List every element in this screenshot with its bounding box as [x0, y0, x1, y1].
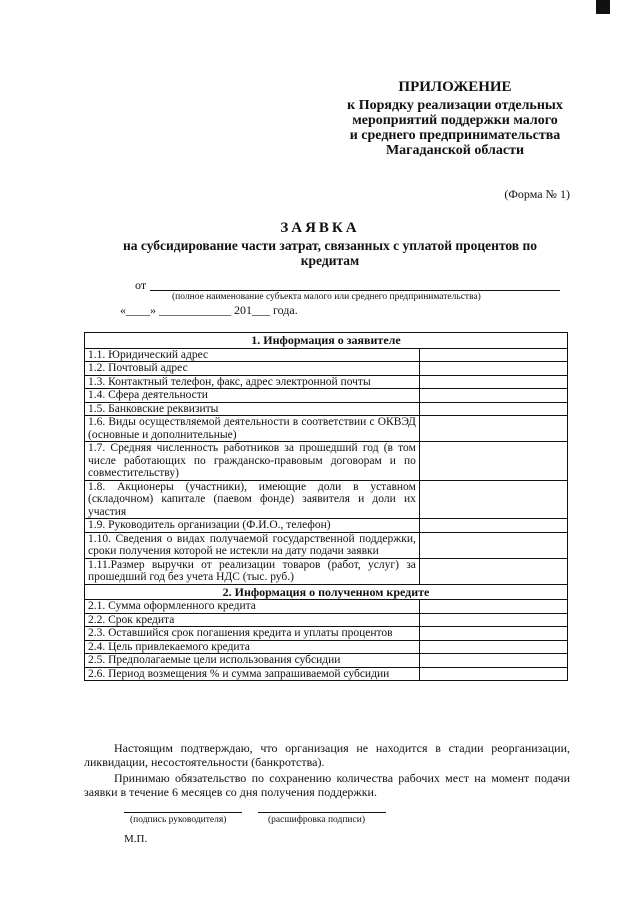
- row-value-field[interactable]: [419, 600, 567, 614]
- date-line: «____» ____________ 201___ года.: [120, 303, 298, 317]
- signature-caption: (подпись руководителя): [130, 815, 227, 825]
- table-row: [85, 654, 568, 668]
- row-value-field[interactable]: [419, 389, 567, 403]
- document-subtitle: на субсидирование части затрат, связанных с уплатой процентов по кредитам: [122, 238, 538, 268]
- document-title: ЗАЯВКА: [280, 220, 360, 236]
- table-row: [85, 519, 568, 533]
- row-label: 2.5. Предполагаемые цели использования субсидии: [85, 654, 420, 668]
- row-value-field[interactable]: [419, 348, 567, 362]
- row-value-field[interactable]: [419, 654, 567, 668]
- table-row: [85, 416, 568, 442]
- application-table: [84, 332, 568, 681]
- appendix-line-3: мероприятий поддержки малого: [352, 113, 558, 128]
- row-value-field[interactable]: [419, 442, 567, 481]
- table-row: [85, 480, 568, 519]
- table-row: [85, 375, 568, 389]
- row-label: 1.5. Банковские реквизиты: [85, 402, 420, 416]
- form-number: (Форма № 1): [504, 187, 570, 201]
- table-row: [85, 532, 568, 558]
- row-label: 1.9. Руководитель организации (Ф.И.О., телефон): [85, 519, 420, 533]
- row-label: 1.11.Размер выручки от реализации товаров (работ, услуг) за прошедший год без учета НДС (тыс. руб.): [85, 558, 420, 584]
- row-value-field[interactable]: [419, 402, 567, 416]
- from-label: от: [135, 278, 147, 292]
- row-label: 1.1. Юридический адрес: [85, 348, 420, 362]
- row-value-field[interactable]: [419, 627, 567, 641]
- obligation-paragraph: Принимаю обязательство по сохранению количества рабочих мест на момент подачи заявки в течение 6 месяцев со дня получения поддержки.: [84, 771, 570, 799]
- scan-mark: [596, 0, 610, 14]
- row-label: 1.7. Средняя численность работников за прошедший год (в том числе работающих по гражданско-правовым договорам и по совместительству): [85, 442, 420, 481]
- applicant-name-field[interactable]: [150, 290, 560, 291]
- appendix-line-2: к Порядку реализации отдельных: [347, 98, 563, 113]
- appendix-line-5: Магаданской области: [385, 143, 525, 158]
- row-value-field[interactable]: [419, 519, 567, 533]
- stamp-place: М.П.: [124, 833, 148, 845]
- row-label: 2.6. Период возмещения % и сумма запрашиваемой субсидии: [85, 667, 420, 681]
- section-applicant-header: [85, 333, 568, 349]
- row-label: 2.3. Оставшийся срок погашения кредита и уплаты процентов: [85, 627, 420, 641]
- row-value-field[interactable]: [419, 480, 567, 519]
- row-label: 1.10. Сведения о видах получаемой государственной поддержки, сроки получения которой не истекли на дату подачи заявки: [85, 532, 420, 558]
- table-row: [85, 640, 568, 654]
- row-label: 2.1. Сумма оформленного кредита: [85, 600, 420, 614]
- row-label: 1.4. Сфера деятельности: [85, 389, 420, 403]
- row-label: 2.2. Срок кредита: [85, 613, 420, 627]
- appendix-title: ПРИЛОЖЕНИЕ: [398, 79, 512, 95]
- row-value-field[interactable]: [419, 558, 567, 584]
- table-row: [85, 627, 568, 641]
- row-label: 1.3. Контактный телефон, факс, адрес электронной почты: [85, 375, 420, 389]
- section-credit-header: [85, 584, 568, 600]
- table-row: [85, 402, 568, 416]
- appendix-line-4: и среднего предпринимательства: [349, 128, 561, 143]
- table-row: [85, 667, 568, 681]
- row-label: 2.4. Цель привлекаемого кредита: [85, 640, 420, 654]
- table-row: [85, 389, 568, 403]
- row-label: 1.6. Виды осуществляемой деятельности в соответствии с ОКВЭД (основные и дополнительные): [85, 416, 420, 442]
- row-value-field[interactable]: [419, 532, 567, 558]
- row-value-field[interactable]: [419, 640, 567, 654]
- table-row: [85, 362, 568, 376]
- row-label: 1.2. Почтовый адрес: [85, 362, 420, 376]
- row-value-field[interactable]: [419, 667, 567, 681]
- section-title: 2. Информация о полученном кредите: [85, 584, 568, 600]
- table-row: [85, 613, 568, 627]
- table-row: [85, 558, 568, 584]
- signature-decoding-line[interactable]: [258, 812, 386, 813]
- confirmation-paragraph: Настоящим подтверждаю, что организация не находится в стадии реорганизации, ликвидации, несостоятельности (банкротства).: [84, 741, 570, 769]
- row-label: 1.8. Акционеры (участники), имеющие доли в уставном (складочном) капитале (паевом фонде) заявителя и доли их участия: [85, 480, 420, 519]
- table-row: [85, 600, 568, 614]
- table-row: [85, 348, 568, 362]
- row-value-field[interactable]: [419, 362, 567, 376]
- row-value-field[interactable]: [419, 375, 567, 389]
- applicant-name-hint: (полное наименование субъекта малого или среднего предпринимательства): [172, 292, 481, 302]
- signature-line[interactable]: [124, 812, 242, 813]
- section-title: 1. Информация о заявителе: [85, 333, 568, 349]
- row-value-field[interactable]: [419, 416, 567, 442]
- table-row: [85, 442, 568, 481]
- signature-decoding-caption: (расшифровка подписи): [268, 815, 365, 825]
- row-value-field[interactable]: [419, 613, 567, 627]
